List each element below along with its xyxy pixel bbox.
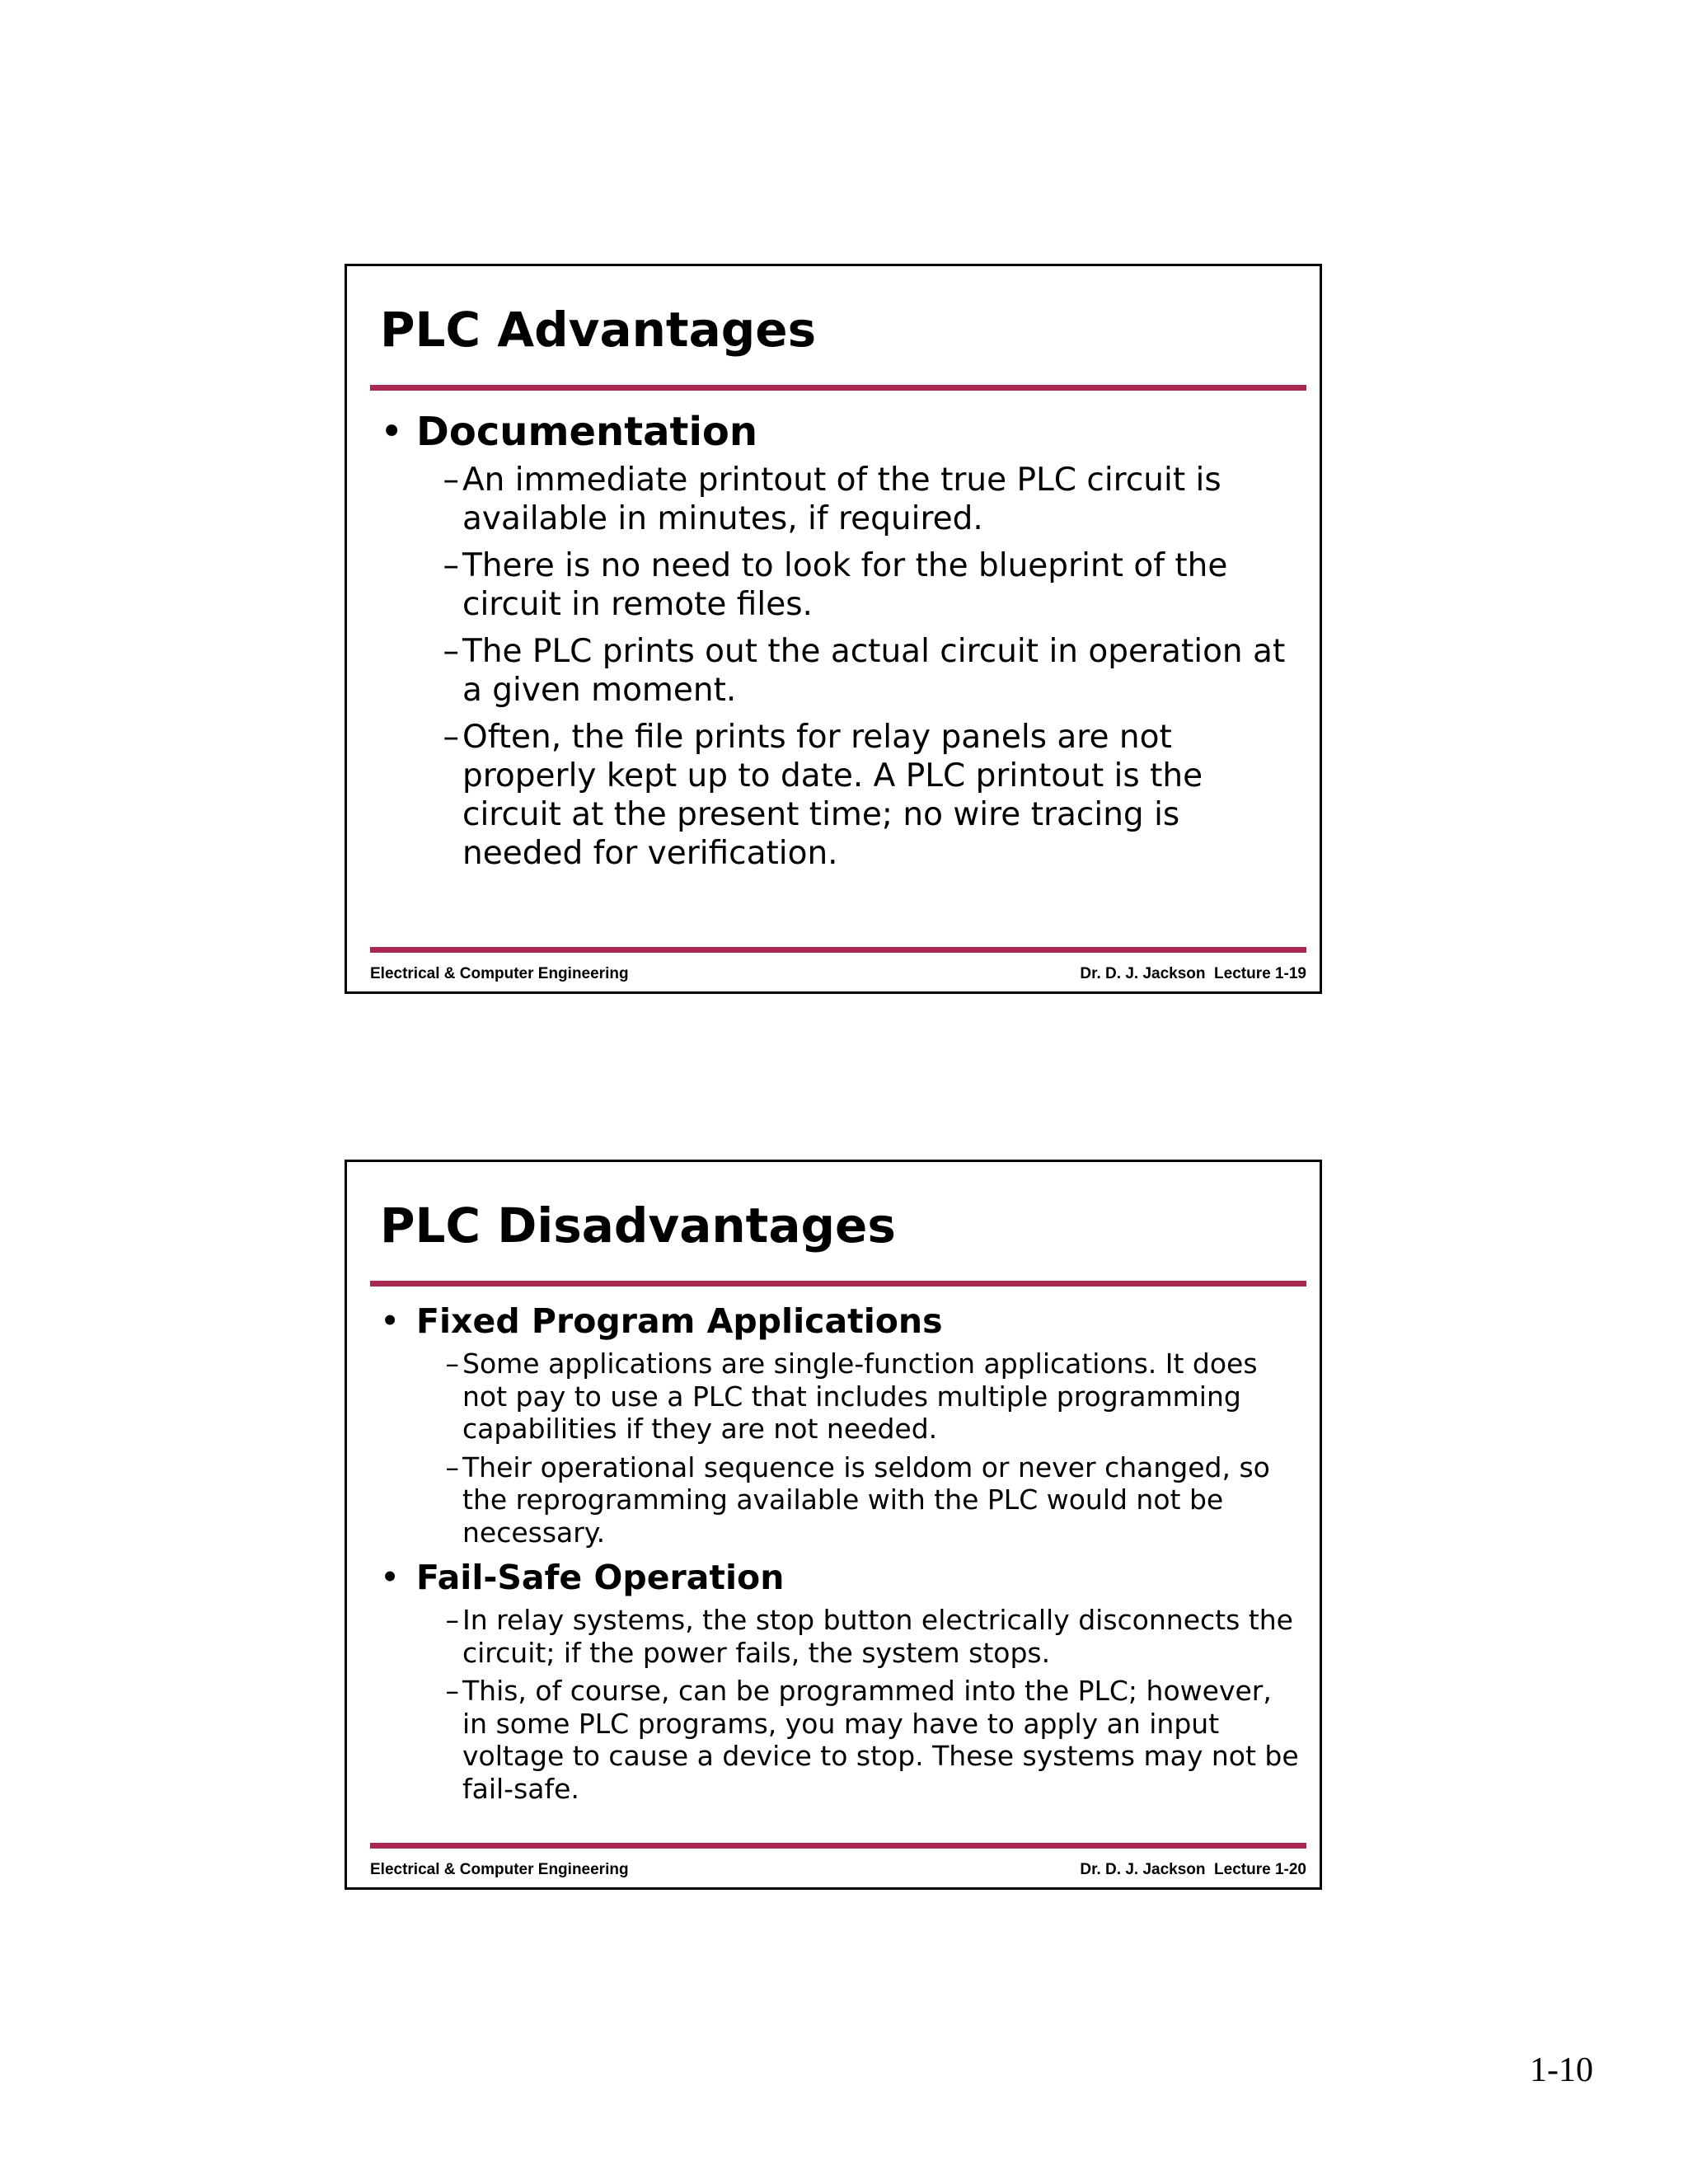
footer-divider	[370, 947, 1306, 953]
sub-list	[380, 461, 1303, 873]
sub-list	[380, 1347, 1303, 1549]
slide-body	[380, 1301, 1303, 1805]
dash-icon: –	[443, 547, 459, 584]
footer-department: Electrical & Computer Engineering	[370, 1861, 629, 1878]
bullet-fail-safe	[380, 1557, 1303, 1805]
slide-plc-disadvantages	[345, 1160, 1322, 1890]
sub-item: – This, of course, can be programmed into the PLC; however, in some PLC programs, you may have to apply an input voltage to cause a device to stop. These systems may not be fail-safe.	[423, 1675, 1303, 1805]
bullet-label: Documentation	[416, 409, 758, 455]
slide-plc-advantages	[345, 264, 1322, 994]
bullet-dot-icon: •	[380, 409, 404, 455]
bullet-label: Fixed Program Applications	[416, 1301, 943, 1341]
sub-item: – An immediate printout of the true PLC circuit is available in minutes, if required.	[423, 461, 1303, 538]
dash-icon: –	[445, 1675, 459, 1707]
footer-divider	[370, 1843, 1306, 1849]
sub-item: – In relay systems, the stop button electrically disconnects the circuit; if the power fails, the system stops.	[423, 1604, 1303, 1669]
footer-lecture: Dr. D. J. Jackson Lecture 1-19	[1080, 965, 1306, 982]
sub-item: – Some applications are single-function applications. It does not pay to use a PLC that includes multiple programming capabilities if they are not needed.	[423, 1347, 1303, 1446]
slide-title: PLC Disadvantages	[380, 1197, 896, 1254]
sub-item: – Often, the file prints for relay panels are not properly kept up to date. A PLC printout is the circuit at the present time; no wire tracing is needed for verification.	[423, 718, 1303, 873]
bullet-fixed-program	[380, 1301, 1303, 1549]
bullet-documentation	[380, 406, 1303, 873]
dash-icon: –	[445, 1451, 459, 1483]
title-divider	[370, 1281, 1306, 1286]
sub-item: – Their operational sequence is seldom or never changed, so the reprogramming available with the PLC would not be necessary.	[423, 1451, 1303, 1549]
slide-footer	[370, 1861, 1306, 1879]
dash-icon: –	[443, 633, 459, 670]
bullet-label: Fail-Safe Operation	[416, 1558, 785, 1597]
dash-icon: –	[443, 719, 459, 756]
sub-list	[380, 1604, 1303, 1805]
slide-footer	[370, 965, 1306, 983]
footer-department: Electrical & Computer Engineering	[370, 965, 629, 982]
page-number: 1-10	[1530, 2051, 1593, 2089]
bullet-dot-icon: •	[380, 1558, 401, 1597]
slide-title: PLC Advantages	[380, 302, 817, 358]
bullet-dot-icon: •	[380, 1301, 401, 1341]
sub-item: – There is no need to look for the blueprint of the circuit in remote files.	[423, 546, 1303, 624]
sub-item: – The PLC prints out the actual circuit in operation at a given moment.	[423, 632, 1303, 710]
dash-icon: –	[443, 462, 459, 499]
dash-icon: –	[445, 1347, 459, 1380]
slide-body	[380, 406, 1303, 873]
dash-icon: –	[445, 1604, 459, 1636]
footer-lecture: Dr. D. J. Jackson Lecture 1-20	[1080, 1861, 1306, 1878]
title-divider	[370, 385, 1306, 391]
